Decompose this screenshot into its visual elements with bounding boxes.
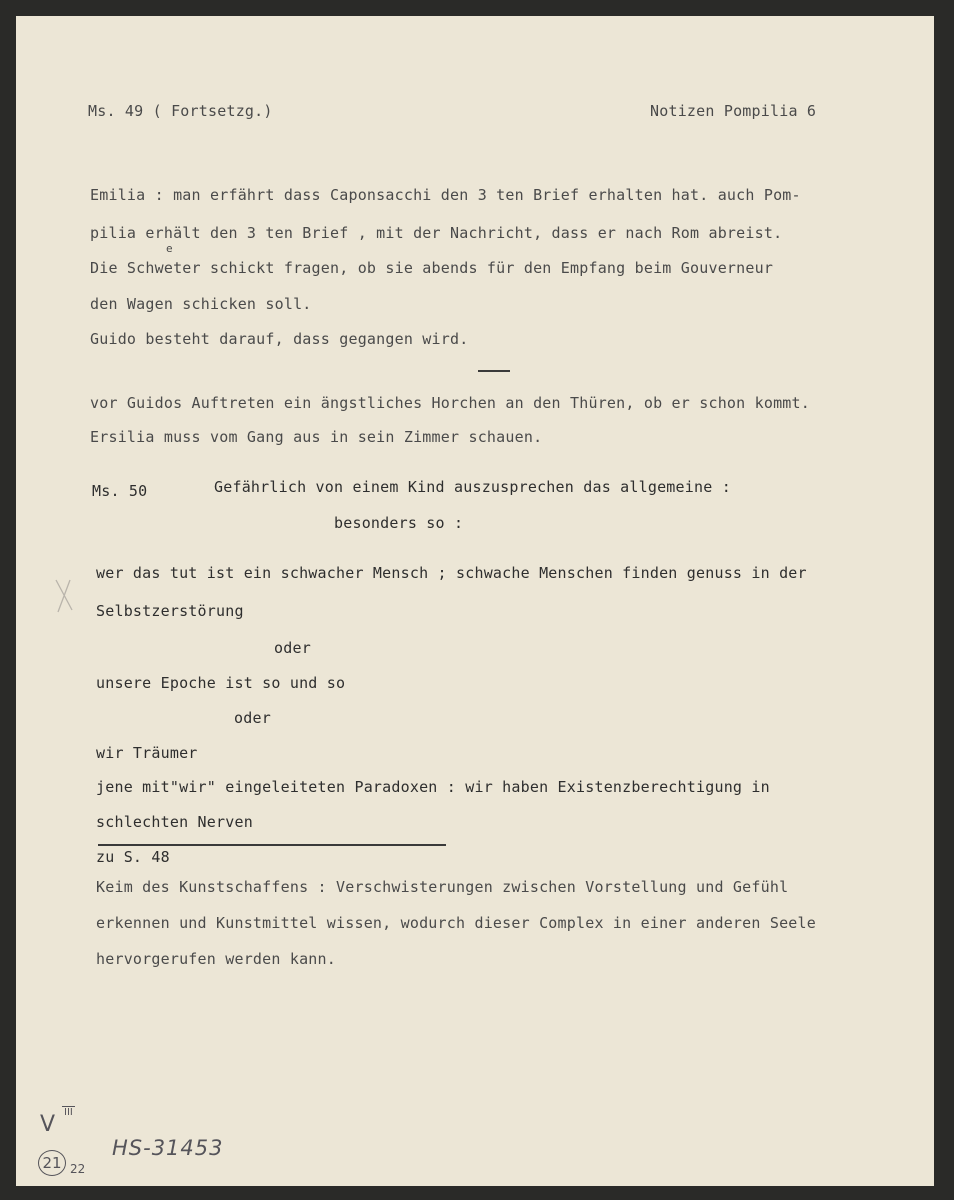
pencil-shelfmark: HS-31453 xyxy=(112,1136,224,1160)
pencil-cross-mark xyxy=(52,576,78,616)
text-line: jene mit"wir" eingeleiteten Paradoxen : wir haben Existenzberechtigung in xyxy=(96,778,770,796)
text-line: oder xyxy=(274,639,311,657)
text-line: den Wagen schicken soll. xyxy=(90,295,312,313)
pencil-sub-number: 22 xyxy=(70,1162,86,1176)
text-line: Ersilia muss vom Gang aus in sein Zimmer schauen. xyxy=(90,428,543,446)
ms50-sub: besonders so : xyxy=(334,514,464,532)
header-left: Ms. 49 ( Fortsetzg.) xyxy=(88,102,273,120)
text-line: oder xyxy=(234,709,271,727)
text-line: Guido besteht darauf, dass gegangen wird. xyxy=(90,330,469,348)
text-line: pilia erhält den 3 ten Brief , mit der Nachricht, dass er nach Rom abreist. xyxy=(90,224,783,242)
text-line: vor Guidos Auftreten ein ängstliches Horchen an den Thüren, ob er schon kommt. xyxy=(90,394,810,412)
ms50-label: Ms. 50 xyxy=(92,482,148,500)
text-line: wir Träumer xyxy=(96,744,198,762)
text-line: Emilia : man erfährt dass Caponsacchi den 3 ten Brief erhalten hat. auch Pom- xyxy=(90,186,801,204)
text-line: wer das tut ist ein schwacher Mensch ; schwache Menschen finden genuss in der xyxy=(96,564,807,582)
text-line: erkennen und Kunstmittel wissen, wodurch dieser Complex in einer anderen Seele xyxy=(96,914,816,932)
text-line: hervorgerufen werden kann. xyxy=(96,950,336,968)
text-line: Keim des Kunstschaffens : Verschwisterungen zwischen Vorstellung und Gefühl xyxy=(96,878,789,896)
text-line: schlechten Nerven xyxy=(96,813,253,831)
insertion-mark: e xyxy=(166,242,173,255)
ms50-text: Gefährlich von einem Kind auszusprechen das allgemeine : xyxy=(214,478,731,496)
underline-rule xyxy=(98,844,446,846)
pencil-circled-number: 21 xyxy=(38,1150,66,1176)
header-right: Notizen Pompilia 6 xyxy=(650,102,817,120)
section-divider xyxy=(478,370,510,372)
text-line: Selbstzerstörung xyxy=(96,602,244,620)
pencil-roman-numeral: V xyxy=(40,1112,56,1137)
pencil-roman-sup: III xyxy=(64,1107,73,1118)
text-line: zu S. 48 xyxy=(96,848,170,866)
text-line: Die Schweter schickt fragen, ob sie abends für den Empfang beim Gouverneur xyxy=(90,259,774,277)
text-line: unsere Epoche ist so und so xyxy=(96,674,346,692)
document-page xyxy=(16,16,934,1186)
